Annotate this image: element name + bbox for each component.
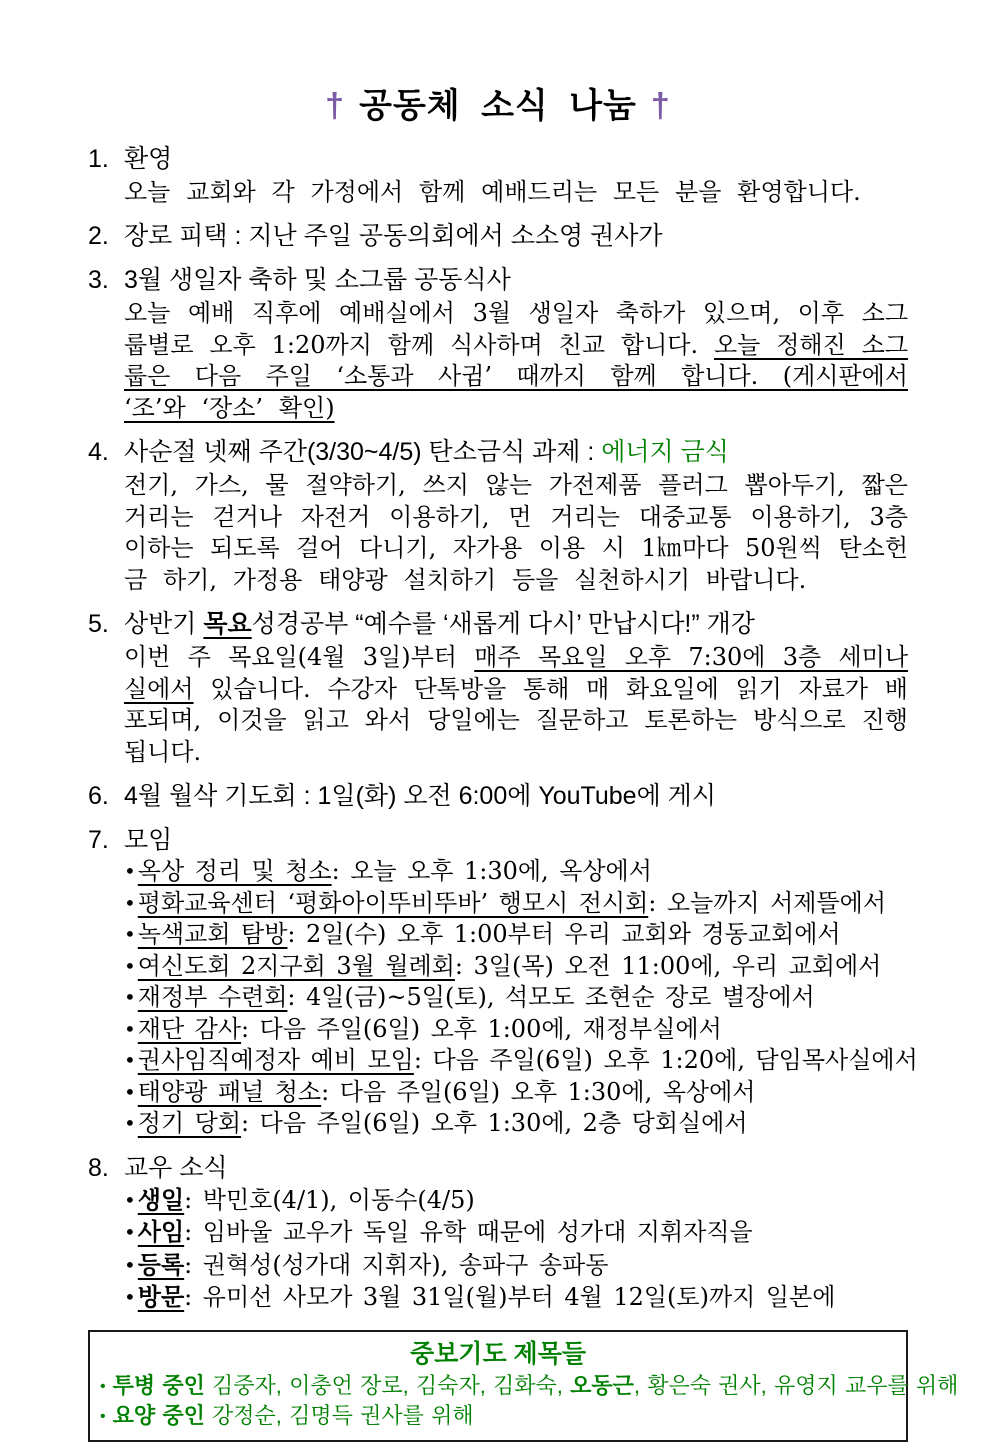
section-number: 3. — [88, 266, 109, 295]
text-segment: 사순절 넷째 주간(3/30~4/5) 탄소금식 과제 : — [124, 438, 602, 467]
bullet-icon: • — [124, 953, 136, 978]
bullet-item — [124, 1108, 908, 1140]
section-heading — [124, 220, 908, 252]
text-segment: 오늘 정해진 소그룹은 다음 주일 ‘소통과 사귐’ 때까지 함께 합니다. (게시판에서 ‘조’와 ‘장소’ 확인) — [124, 330, 908, 422]
section-content — [124, 824, 918, 1140]
text-segment: 오늘 예배 직후에 예배실에서 3월 생일자 축하가 있으며, 이후 소그룹별로 오후 1:20까지 함께 식사하며 친교 합니다. — [124, 299, 908, 359]
text-segment: 김중자, 이충언 장로, 김숙자, 김화숙, — [204, 1372, 571, 1398]
bullet-icon: • — [124, 859, 136, 884]
bulletin-page — [88, 86, 959, 1442]
text-segment: 목요 — [203, 610, 252, 639]
bullet-item — [100, 1371, 959, 1401]
bullet-item — [124, 1014, 908, 1046]
section-number: 5. — [88, 610, 109, 639]
bullet-item — [124, 951, 908, 983]
section-paragraph — [124, 177, 908, 209]
text-segment: 등록 — [137, 1249, 185, 1279]
section-content — [124, 220, 908, 252]
page-title — [88, 86, 908, 127]
bullet-item — [124, 919, 908, 951]
text-segment: 투병 중인 — [112, 1372, 205, 1398]
bullet-icon: • — [124, 1111, 136, 1136]
cross-icon-right: † — [650, 87, 671, 125]
bullet-item — [124, 888, 908, 920]
text-segment: 있습니다. 수강자 단톡방을 통해 매 화요일에 읽기 자료가 배포되며, 이것을 읽고 와서 당일에는 질문하고 토론하는 방식으로 진행됩니다. — [124, 674, 908, 766]
section-content — [124, 780, 908, 812]
section-paragraph — [124, 298, 908, 424]
bullet-icon: • — [124, 1048, 136, 1073]
bullet-icon: • — [124, 922, 136, 947]
text-segment: 여신도회 2지구회 3월 월례회 — [137, 951, 455, 980]
bullet-icon: • — [124, 1016, 136, 1041]
cross-icon-left: † — [325, 87, 346, 125]
text-segment: 생일 — [137, 1184, 185, 1214]
text-segment: : 다음 주일(6일) 오후 1:30에, 2층 당회실에서 — [241, 1109, 748, 1138]
section-5 — [88, 608, 908, 768]
text-segment: 정기 당회 — [137, 1109, 242, 1138]
text-segment: 3월 생일자 축하 및 소그룹 공동식사 — [124, 266, 511, 295]
text-segment: 녹색교회 탐방 — [137, 920, 288, 949]
text-segment: : 2일(수) 오후 1:00부터 우리 교회와 경동교회에서 — [287, 920, 841, 949]
section-heading — [124, 264, 908, 296]
text-segment: 요양 중인 — [112, 1402, 205, 1428]
bullet-icon: • — [124, 1187, 136, 1212]
section-content — [124, 143, 908, 209]
section-number: 7. — [88, 826, 109, 855]
section-number: 2. — [88, 222, 109, 251]
text-segment: 옥상 정리 및 청소 — [137, 857, 332, 886]
text-segment: 사임 — [137, 1217, 185, 1247]
section-content — [124, 436, 908, 596]
bullet-item — [124, 982, 908, 1014]
section-heading — [124, 780, 908, 812]
sections-list — [88, 143, 918, 1314]
bullet-item — [124, 1249, 908, 1282]
text-segment: 4월 월삭 기도회 : 1일(화) 오전 6:00에 YouTube에 게시 — [124, 782, 716, 811]
section-content — [124, 264, 908, 424]
section-3 — [88, 264, 908, 424]
text-segment: 에너지 금식 — [601, 438, 729, 467]
section-heading — [124, 436, 908, 468]
text-segment: 성경공부 “예수를 ‘새롭게 다시’ 만납시다!” 개강 — [251, 610, 755, 639]
bullet-icon: • — [124, 890, 136, 915]
section-heading — [124, 824, 908, 856]
section-number: 4. — [88, 438, 109, 467]
section-2 — [88, 220, 908, 252]
text-segment: 평화교육센터 ‘평화아이뚜비뚜바’ 행모시 전시회 — [137, 888, 649, 917]
section-number: 6. — [88, 782, 109, 811]
prayer-items-list — [100, 1371, 959, 1431]
bullet-item — [124, 1184, 908, 1217]
text-segment: 장로 피택 : 지난 주일 공동의회에서 소소영 권사가 — [124, 222, 663, 251]
text-segment: 강정순, 김명득 권사를 위해 — [204, 1402, 474, 1428]
text-segment: 이번 주 목요일(4월 3일)부터 — [124, 643, 475, 672]
section-heading — [124, 143, 908, 175]
bullet-item — [124, 856, 908, 888]
section-heading — [124, 608, 908, 640]
text-segment: : 임바울 교우가 독일 유학 때문에 성가대 지휘자직을 — [184, 1218, 753, 1247]
section-number: 1. — [88, 144, 109, 173]
section-content — [124, 608, 908, 768]
section-number: 8. — [88, 1153, 109, 1182]
bullet-icon: • — [124, 1285, 136, 1310]
bullet-item — [124, 1077, 908, 1109]
section-4 — [88, 436, 908, 596]
text-segment: : 권혁성(성가대 지휘자), 송파구 송파동 — [184, 1250, 609, 1279]
text-segment: : 다음 주일(6일) 오후 1:30에, 옥상에서 — [321, 1077, 756, 1106]
bullet-item — [100, 1401, 896, 1431]
text-segment: 재정부 수련회 — [137, 983, 288, 1012]
section-paragraph — [124, 642, 908, 768]
text-segment: : 오늘까지 서제뜰에서 — [648, 888, 887, 917]
text-segment: : 오늘 오후 1:30에, 옥상에서 — [331, 857, 652, 886]
bullet-item — [124, 1216, 908, 1249]
text-segment: 권사임직예정자 예비 모임 — [137, 1046, 414, 1075]
text-segment: : 박민호(4/1), 이동수(4/5) — [184, 1185, 475, 1214]
text-segment: 오늘 교회와 각 가정에서 함께 예배드리는 모든 분을 환영합니다. — [124, 177, 861, 206]
section-1 — [88, 143, 908, 209]
section-7 — [88, 824, 918, 1140]
text-segment: : 3일(목) 오전 11:00에, 우리 교회에서 — [454, 951, 882, 980]
page-title-text: 공동체 소식 나눔 — [359, 87, 637, 125]
text-segment: 모임 — [124, 826, 173, 855]
text-segment: : 유미선 사모가 3월 31일(월)부터 4월 12일(토)까지 일본에 — [184, 1283, 836, 1312]
text-segment: 재단 감사 — [137, 1014, 242, 1043]
section-content — [124, 1152, 908, 1314]
bullet-icon: • — [124, 1079, 136, 1104]
bullet-icon: • — [124, 1220, 136, 1245]
bullet-item — [124, 1045, 918, 1077]
section-6 — [88, 780, 908, 812]
text-segment: : 다음 주일(6일) 오후 1:20에, 담임목사실에서 — [413, 1046, 918, 1075]
bullet-icon: • — [124, 985, 136, 1010]
text-segment: 환영 — [124, 144, 173, 173]
prayer-box-title: 중보기도 제목들 — [410, 1339, 586, 1368]
text-segment: 오동근 — [570, 1372, 634, 1398]
bullet-item — [124, 1281, 908, 1314]
text-segment: 상반기 — [124, 610, 204, 639]
bullet-icon: • — [124, 1252, 136, 1277]
text-segment: , 황은숙 권사, 유영지 교우를 위해 — [633, 1372, 959, 1398]
section-8 — [88, 1152, 908, 1314]
text-segment: 매주 목요일 오후 7:30에 3층 세미나실에서 — [124, 643, 908, 703]
text-segment: 방문 — [137, 1282, 185, 1312]
prayer-box — [88, 1330, 959, 1442]
text-segment: 교우 소식 — [124, 1153, 228, 1182]
section-paragraph — [124, 470, 908, 596]
text-segment: 태양광 패널 청소 — [137, 1077, 322, 1106]
text-segment: : 다음 주일(6일) 오후 1:00에, 재정부실에서 — [241, 1014, 722, 1043]
bullet-icon: • — [100, 1377, 106, 1395]
bullet-icon: • — [100, 1407, 106, 1425]
section-heading — [124, 1152, 908, 1184]
text-segment: 전기, 가스, 물 절약하기, 쓰지 않는 가전제품 플러그 뽑아두기, 짧은 거리는 걷거나 자전거 이용하기, 먼 거리는 대중교통 이용하기, 3층 이하는 되도록 걸어 다니기, 자가용 이용 시 1㎞마다 50원씩 탄소헌금 하기, 가정용 태양광 설치하기 등을 실천하시기 바랍니다. — [124, 471, 908, 594]
text-segment: : 4일(금)~5일(토), 석모도 조현순 장로 별장에서 — [287, 983, 815, 1012]
